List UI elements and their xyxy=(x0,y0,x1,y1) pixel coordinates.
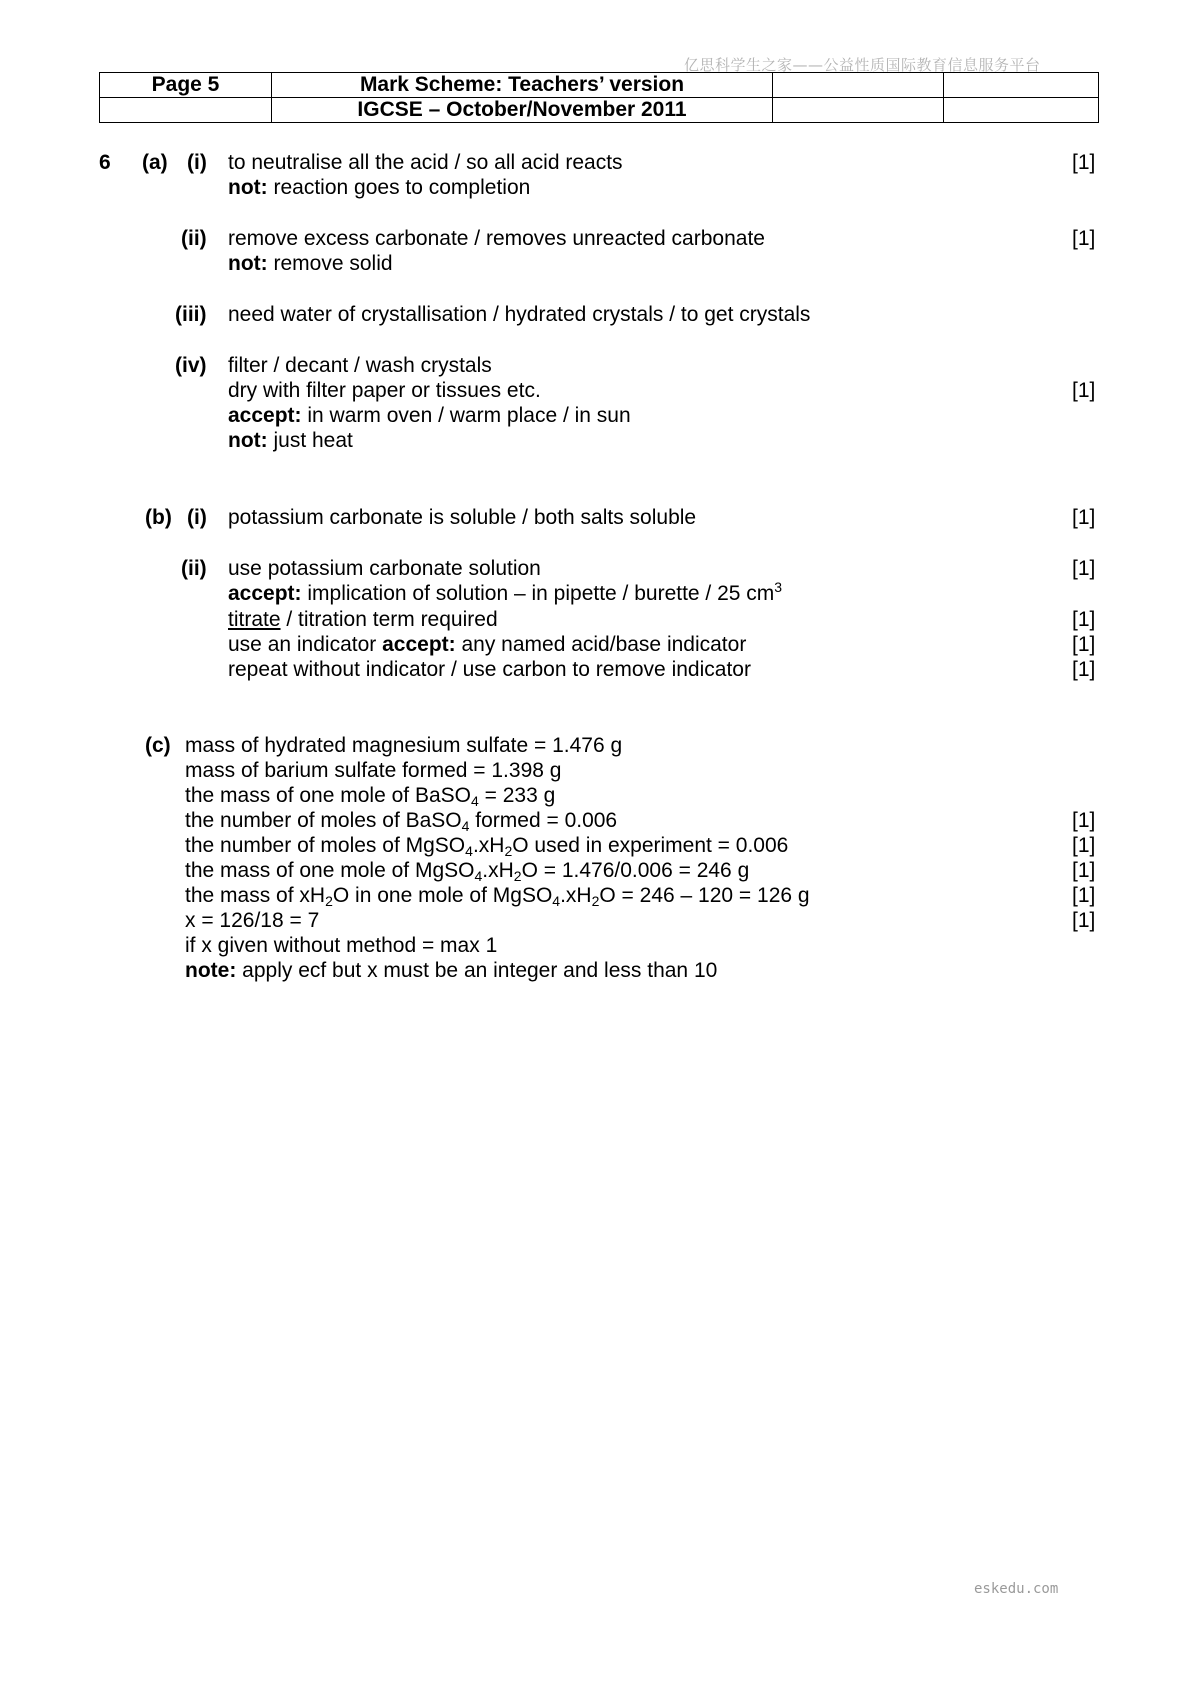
part-a-label: (a) xyxy=(142,151,168,174)
b-ii-accept: accept: implication of solution – in pipette / burette / 25 $cm^3$ xyxy=(228,579,783,605)
a-iv-answer-1: filter / decant / wash crystals xyxy=(228,354,492,377)
part-b-label: (b) xyxy=(145,506,172,529)
a-iii-label: (iii) xyxy=(175,303,207,326)
header-exam: IGCSE – October/November 2011 xyxy=(272,98,773,123)
header-table xyxy=(99,72,1099,123)
a-iv-answer-2: dry with filter paper or tissues etc. xyxy=(228,379,541,402)
watermark: 亿思科学生之家——公益性质国际教育信息服务平台 xyxy=(684,56,1041,74)
accept-keyword: accept: xyxy=(228,582,302,605)
a-ii-label: (ii) xyxy=(181,227,207,250)
a-iv-mark: [1] xyxy=(1072,379,1096,402)
a-ii-answer: remove excess carbonate / removes unreacted carbonate xyxy=(228,227,765,250)
b-i-label: (i) xyxy=(187,506,207,529)
c-line-8: x = 126/18 = 7 xyxy=(185,909,320,932)
header-empty-1 xyxy=(773,73,944,98)
header-title: Mark Scheme: Teachers’ version xyxy=(272,73,773,98)
c-mark-8: [1] xyxy=(1072,909,1096,932)
b-i-answer: potassium carbonate is soluble / both salts soluble xyxy=(228,506,697,529)
a-i-mark: [1] xyxy=(1072,151,1096,174)
a-iv-label: (iv) xyxy=(175,354,207,377)
not-keyword: not: xyxy=(228,429,268,452)
a-i-not: not: reaction goes to completion xyxy=(228,176,531,199)
c-line-1: mass of hydrated magnesium sulfate = 1.476 g xyxy=(185,734,623,757)
b-ii-answer-1: use potassium carbonate solution xyxy=(228,557,541,580)
b-ii-indicator: use an indicator accept: any named acid/base indicator xyxy=(228,633,747,656)
c-mark-6: [1] xyxy=(1072,859,1096,882)
b-ii-mark-1: [1] xyxy=(1072,557,1096,580)
c-mark-7: [1] xyxy=(1072,884,1096,907)
header-page: Page 5 xyxy=(100,73,272,98)
c-line-6: the mass of one mole of $MgSO_4.xH_2O = 1.476/0.006 = 246$ g xyxy=(185,859,750,884)
c-line-4: the number of moles of BaSO$_4$ formed = 0.006 xyxy=(185,809,618,834)
c-mark-4: [1] xyxy=(1072,809,1096,832)
part-c-label: (c) xyxy=(145,734,171,757)
footer-url: eskedu.com xyxy=(974,1581,1059,1597)
a-i-label: (i) xyxy=(187,151,207,174)
c-line-3: the mass of one mole of BaSO$_4$ = 233 g xyxy=(185,784,556,809)
b-ii-titrate: titrate / titration term required xyxy=(228,608,498,631)
a-iv-accept: accept: in warm oven / warm place / in sun xyxy=(228,404,631,427)
a-ii-mark: [1] xyxy=(1072,227,1096,250)
b-ii-mark-3: [1] xyxy=(1072,633,1096,656)
c-note: note: apply ecf but x must be an integer and less than 10 xyxy=(185,959,718,982)
c-line-2: mass of barium sulfate formed = 1.398 g xyxy=(185,759,562,782)
a-iii-answer: need water of crystallisation / hydrated crystals / to get crystals xyxy=(228,303,811,326)
header-empty-2 xyxy=(944,73,1099,98)
header-empty-3 xyxy=(100,98,272,123)
not-keyword: not: xyxy=(228,176,268,199)
question-number: 6 xyxy=(99,151,111,174)
note-keyword: note: xyxy=(185,959,237,982)
header-empty-5 xyxy=(944,98,1099,123)
c-mark-5: [1] xyxy=(1072,834,1096,857)
not-keyword: not: xyxy=(228,252,268,275)
b-ii-repeat: repeat without indicator / use carbon to remove indicator xyxy=(228,658,751,681)
header-empty-4 xyxy=(773,98,944,123)
b-ii-mark-4: [1] xyxy=(1072,658,1096,681)
accept-keyword: accept: xyxy=(382,633,456,656)
b-i-mark: [1] xyxy=(1072,506,1096,529)
a-i-answer: to neutralise all the acid / so all acid reacts xyxy=(228,151,623,174)
c-line-7: the mass of $xH_2O$ in one mole of $MgSO_4.xH_2O = 246 - 120 = 126$ g xyxy=(185,884,810,909)
b-ii-label: (ii) xyxy=(181,557,207,580)
b-ii-mark-2: [1] xyxy=(1072,608,1096,631)
a-iv-not: not: just heat xyxy=(228,429,353,452)
accept-keyword: accept: xyxy=(228,404,302,427)
c-line-9: if x given without method = max 1 xyxy=(185,934,498,957)
a-ii-not: not: remove solid xyxy=(228,252,393,275)
c-line-5: the number of moles of $MgSO_4.xH_2O$ used in experiment = 0.006 xyxy=(185,834,789,859)
